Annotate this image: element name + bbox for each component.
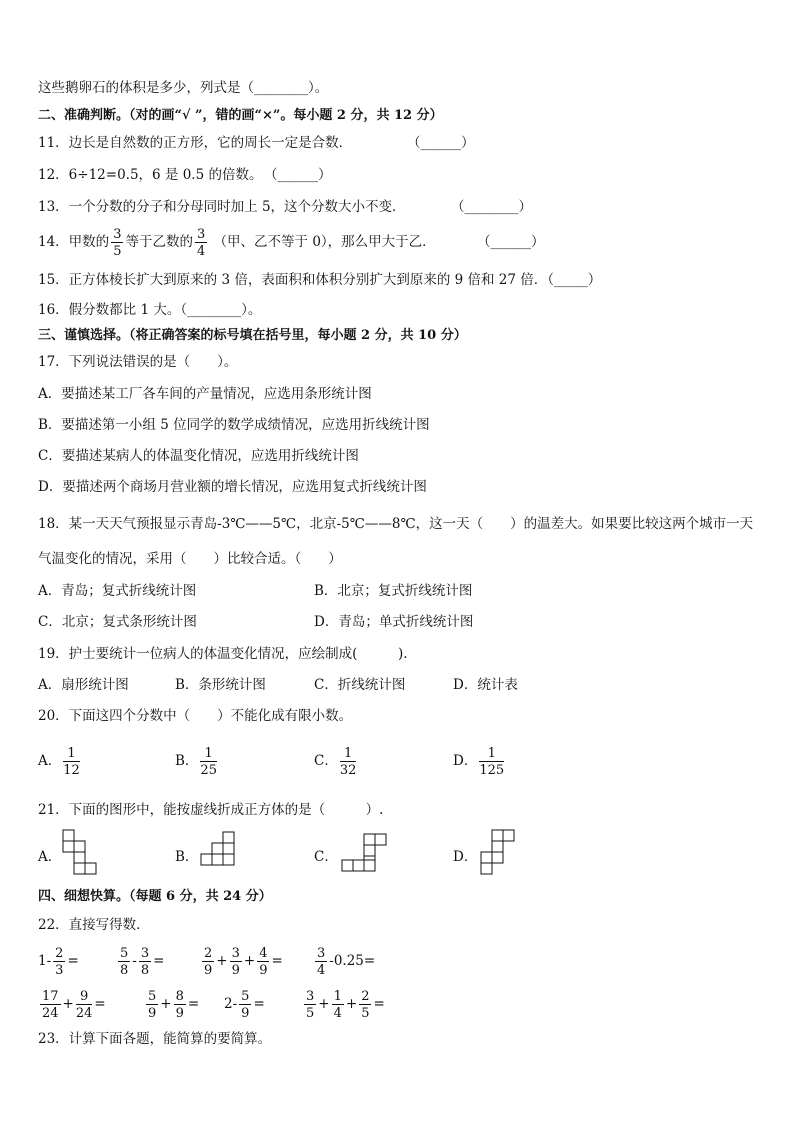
option-b: B．要描述第一小组 5 位同学的数学成绩情况，应选用折线统计图 bbox=[38, 417, 430, 433]
fraction: $\frac{3}{5}$ bbox=[306, 988, 315, 1021]
fraction: $\frac{1}{125}$ bbox=[479, 745, 505, 778]
answer-blank: （________） bbox=[451, 199, 532, 215]
fraction: $\frac{8}{9}$ bbox=[175, 988, 184, 1021]
fraction: $\frac{5}{9}$ bbox=[241, 988, 250, 1021]
option-b-label: B． bbox=[175, 849, 199, 865]
calc-item-1: 1- $\frac{2}{3}$ = bbox=[38, 945, 79, 978]
text-line: 这些鹅卵石的体积是多少，列式是（________）。 bbox=[38, 80, 329, 96]
question-13: 13．一个分数的分子和分母同时加上 5，这个分数大小不变． bbox=[38, 199, 406, 215]
fraction: $\frac{1}{4}$ bbox=[333, 988, 342, 1021]
fraction: $\frac{4}{9}$ bbox=[259, 945, 268, 978]
fraction: $\frac{9}{24}$ bbox=[75, 988, 93, 1021]
question-21: 21．下面的图形中，能按虚线折成正方体的是（ ）. bbox=[38, 802, 384, 818]
option-c: C．要描述某病人的体温变化情况，应选用折线统计图 bbox=[38, 448, 359, 464]
calc-item-8: $\frac{3}{5}$ + $\frac{1}{4}$ + $\frac{2}{5}$ = bbox=[306, 988, 385, 1021]
fraction: $\frac{2}{5}$ bbox=[361, 988, 370, 1021]
question-23: 23．计算下面各题，能简算的要简算。 bbox=[38, 1031, 272, 1047]
option-d: D．青岛；单式折线统计图 bbox=[314, 614, 474, 630]
option-a-label: A． bbox=[38, 849, 62, 865]
fraction: $\frac{1}{25}$ bbox=[200, 745, 217, 778]
fraction: $\frac{5}{8}$ bbox=[120, 945, 129, 978]
q14-text-b: 等于乙数的 bbox=[125, 234, 193, 250]
fraction: $\frac{3}{9}$ bbox=[231, 945, 240, 978]
answer-blank: （______） bbox=[407, 135, 475, 151]
answer-blank: （______） bbox=[264, 167, 332, 183]
cube-net-d bbox=[476, 828, 518, 884]
fraction: $\frac{1}{12}$ bbox=[63, 745, 80, 778]
option-a: A．青岛；复式折线统计图 bbox=[38, 583, 197, 599]
question-14 bbox=[38, 224, 436, 260]
fraction: $\frac{1}{32}$ bbox=[339, 745, 357, 778]
fraction: $\frac{3}{4}$ bbox=[196, 226, 206, 259]
option-c-label: C． bbox=[314, 849, 338, 865]
question-17: 17．下列说法错误的是（ ）。 bbox=[38, 354, 238, 370]
question-12: 12．6÷12=0.5，6 是 0.5 的倍数。 bbox=[38, 167, 263, 183]
cube-net-a bbox=[62, 829, 102, 884]
q14-text-a: 14．甲数的 bbox=[38, 234, 110, 250]
option-b: B．北京；复式折线统计图 bbox=[314, 583, 473, 599]
question-16: 16．假分数都比 1 大。（________）。 bbox=[38, 302, 262, 318]
calc-item-2: $\frac{5}{8}$ - $\frac{3}{8}$ = bbox=[120, 945, 165, 978]
calc-item-7: 2- $\frac{5}{9}$ = bbox=[224, 988, 265, 1021]
question-11: 11．边长是自然数的正方形，它的周长一定是合数． bbox=[38, 135, 353, 151]
calc-item-5: $\frac{17}{24}$ + $\frac{9}{24}$ = bbox=[42, 988, 106, 1021]
question-19: 19．护士要统计一位病人的体温变化情况，应绘制成( ). bbox=[38, 646, 408, 662]
option-d: D．统计表 bbox=[453, 677, 518, 693]
q14-text-c: （甲、乙不等于 0），那么甲大于乙． bbox=[213, 234, 436, 250]
fraction: $\frac{3}{4}$ bbox=[317, 945, 326, 978]
fraction: $\frac{3}{8}$ bbox=[140, 945, 150, 978]
option-d: D．要描述两个商场月营业额的增长情况，应选用复式折线统计图 bbox=[38, 479, 427, 495]
section-heading: 三、谨慎选择。（将正确答案的标号填在括号里，每小题 2 分，共 10 分） bbox=[38, 328, 467, 343]
section-heading: 四、细想快算。（每题 6 分，共 24 分） bbox=[38, 889, 272, 904]
fraction: $\frac{2}{3}$ bbox=[55, 945, 64, 978]
fraction: $\frac{17}{24}$ bbox=[42, 988, 59, 1021]
question-15: 15．正方体棱长扩大到原来的 3 倍，表面积和体积分别扩大到原来的 9 倍和 27 倍．（_____） bbox=[38, 272, 602, 288]
option-b: B． $\frac{1}{25}$ bbox=[175, 745, 217, 778]
option-a: A． $\frac{1}{12}$ bbox=[38, 745, 80, 778]
option-d: D． $\frac{1}{125}$ bbox=[453, 745, 505, 778]
cube-net-c bbox=[336, 832, 388, 876]
option-c: C． $\frac{1}{32}$ bbox=[314, 745, 357, 778]
fraction: $\frac{3}{5}$ bbox=[113, 226, 122, 259]
option-b: B．条形统计图 bbox=[175, 677, 266, 693]
fraction: $\frac{5}{9}$ bbox=[148, 988, 157, 1021]
answer-blank: （______） bbox=[477, 234, 545, 250]
question-18-line1: 18．某一天天气预报显示青岛-3℃——5℃，北京-5℃——8℃，这一天（ ）的温差大。如果要比较这两个城市一天 bbox=[38, 516, 754, 532]
fraction: $\frac{2}{9}$ bbox=[204, 945, 213, 978]
option-c: C．北京；复式条形统计图 bbox=[38, 614, 197, 630]
option-a: A．要描述某工厂各车间的产量情况，应选用条形统计图 bbox=[38, 386, 372, 402]
calc-item-4: $\frac{3}{4}$ -0.25= bbox=[317, 945, 376, 978]
cube-net-b bbox=[198, 831, 238, 877]
question-22: 22．直接写得数． bbox=[38, 917, 150, 933]
calc-item-3: $\frac{2}{9}$ + $\frac{3}{9}$ + $\frac{4}{9}$ = bbox=[204, 945, 283, 978]
question-20: 20．下面这四个分数中（ ）不能化成有限小数。 bbox=[38, 708, 353, 724]
question-18-line2: 气温变化的情况，采用（ ）比较合适。（ ） bbox=[38, 551, 342, 567]
option-d-label: D． bbox=[453, 849, 478, 865]
option-a: A．扇形统计图 bbox=[38, 677, 129, 693]
calc-item-6: $\frac{5}{9}$ + $\frac{8}{9}$ = bbox=[148, 988, 200, 1021]
option-c: C．折线统计图 bbox=[314, 677, 406, 693]
section-heading: 二、准确判断。（对的画“√ ”，错的画“×”。每小题 2 分，共 12 分） bbox=[38, 108, 443, 123]
